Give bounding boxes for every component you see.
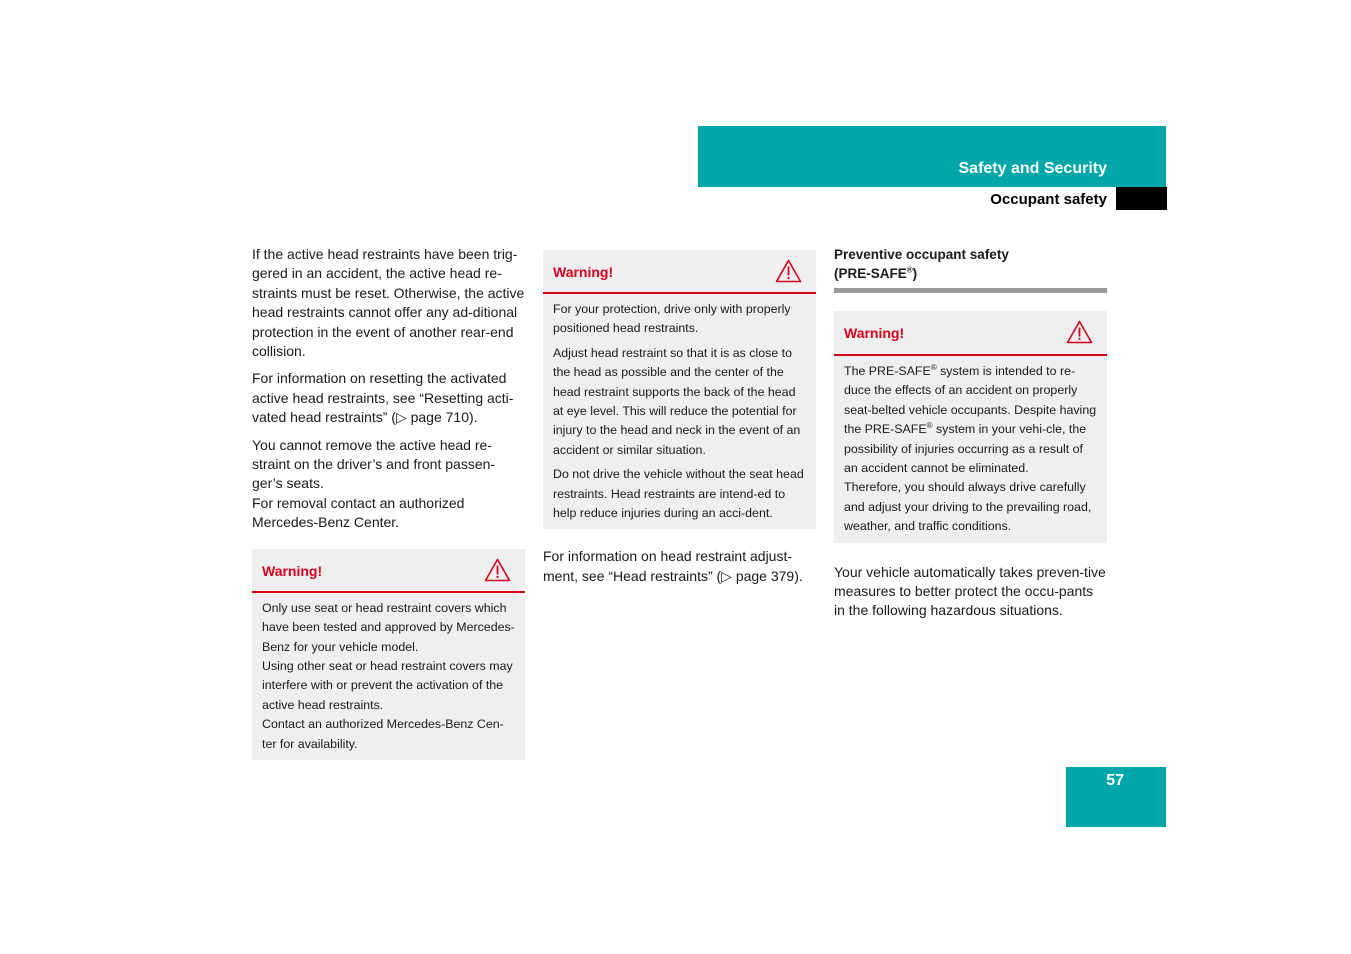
section-heading (834, 245, 1107, 293)
subsection-title: Occupant safety (990, 191, 1107, 208)
paragraph: You cannot remove the active head re-straint on the driver’s and front passen-ger’s seats. (252, 436, 496, 492)
column-1 (252, 245, 525, 778)
warning-text: The PRE-SAFE® system is intended to re-duce the effects of an accident on properly seat-belted vehicle occupants. Despite having the PRE-SAFE® system in your vehi-cle, the possibility of injuries occurring as a result of an accident cannot be eliminated. (844, 362, 1097, 476)
warning-text: Contact an authorized Mercedes-Benz Cen-ter for availability. (262, 717, 504, 751)
warning-text: Therefore, you should always drive carefully and adjust your driving to the prevailing road, weather, and traffic conditions. (844, 480, 1092, 534)
warning-header (543, 250, 816, 294)
warning-box (543, 250, 816, 529)
paragraph: For information on resetting the activated active head restraints, see “Resetting acti-vated head restraints” (▷ page 710). (252, 370, 514, 426)
paragraph: For information on head restraint adjust-ment, see “Head restraints” (▷ page 379). (543, 548, 803, 584)
warning-title: Warning! (553, 264, 614, 280)
warning-text: Only use seat or head restraint covers which have been tested and approved by Mercedes-Benz for your vehicle model. (262, 600, 515, 654)
column-2 (543, 250, 816, 594)
paragraph: Your vehicle automatically takes preven-tive measures to better protect the occu-pants in the following hazardous situations. (834, 563, 1106, 619)
warning-text: Adjust head restraint so that it is as close to the head as possible and the center of the head restraint supports the back of the head at eye level. This will reduce the potential for injury to the head and neck in the event of an accident or similar situation. (553, 345, 801, 457)
warning-body (252, 593, 525, 760)
page-number: 57 (1106, 772, 1124, 789)
warning-title: Warning! (262, 562, 323, 579)
warning-text: Do not drive the vehicle without the seat head restraints. Head restraints are intend-ed to help reduce injuries during an acci-dent. (553, 467, 804, 521)
warning-header (834, 311, 1107, 356)
warning-text: For your protection, drive only with properly positioned head restraints. (553, 302, 791, 336)
warning-triangle-icon (775, 259, 802, 283)
heading-line: (PRE-SAFE (834, 266, 907, 281)
registered-mark: ® (906, 265, 913, 275)
warning-box (834, 311, 1107, 543)
warning-triangle-icon (1066, 320, 1093, 344)
paragraph: For removal contact an authorized Mercedes-Benz Center. (252, 494, 465, 531)
column-3 (834, 245, 1107, 629)
warning-body (834, 356, 1107, 543)
warning-title: Warning! (844, 325, 905, 341)
heading-close: ) (912, 266, 918, 281)
warning-triangle-icon (484, 558, 511, 582)
paragraph: If the active head restraints have been trig-gered in an accident, the active head re-straints must be reset. Otherwise, the active head restraints cannot offer any ad-ditional protection in the event of another rear-end collision. (252, 246, 525, 360)
warning-text: Using other seat or head restraint covers may interfere with or prevent the activation of the active head restraints. (262, 658, 513, 712)
heading-line: Preventive occupant safety (834, 247, 1009, 262)
warning-header (252, 549, 525, 593)
section-title: Safety and Security (958, 160, 1107, 177)
warning-body (543, 294, 816, 529)
section-tab-marker (1116, 187, 1167, 210)
warning-box (252, 549, 525, 760)
